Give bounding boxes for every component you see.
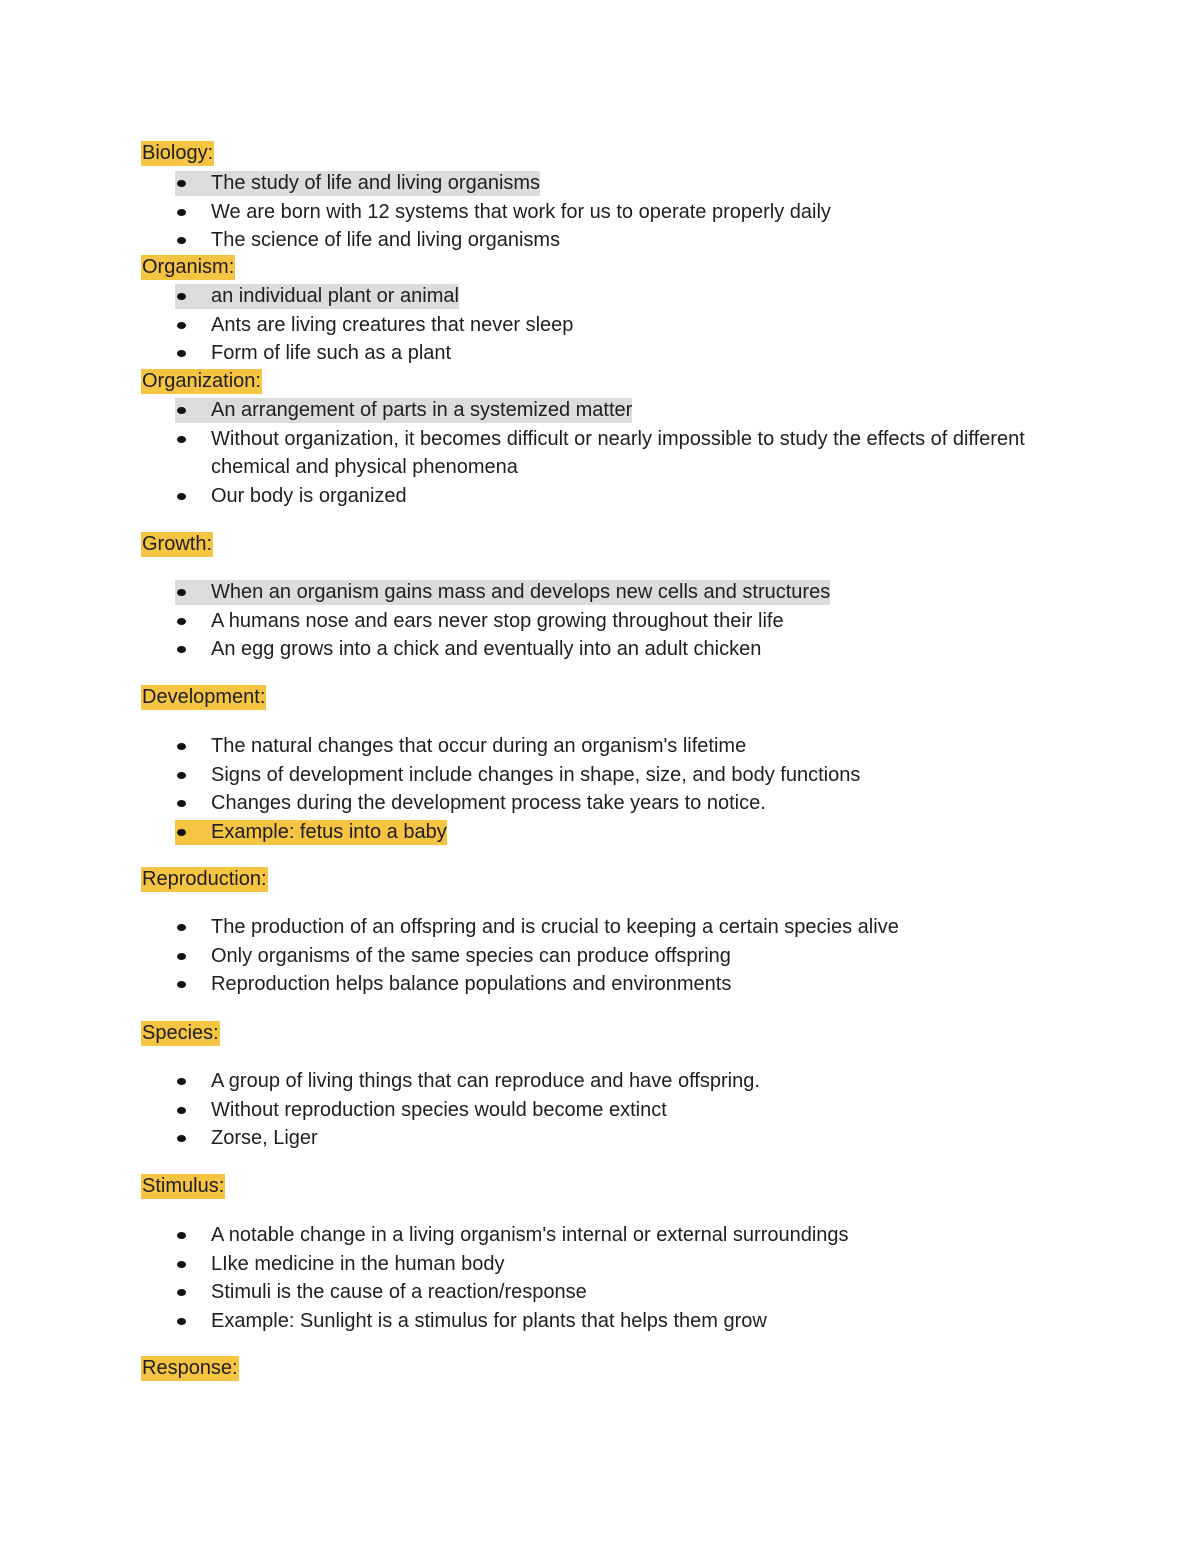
bullet-icon — [177, 1318, 186, 1325]
term-heading: Reproduction: — [142, 868, 267, 890]
term-heading: Development: — [142, 686, 266, 708]
list-item: We are born with 12 systems that work for us to operate properly daily — [0, 198, 1031, 227]
term-heading: Response: — [142, 1357, 238, 1379]
bullet-icon — [177, 180, 186, 187]
bullet-icon — [177, 493, 186, 500]
list-item: Changes during the development process take years to notice. — [0, 789, 1031, 818]
list-item: Example: Sunlight is a stimulus for plants that helps them grow — [0, 1307, 1031, 1336]
term-heading: Species: — [142, 1022, 219, 1044]
bullet-icon — [177, 209, 186, 216]
bullet-icon — [177, 800, 186, 807]
list-item: The study of life and living organisms — [0, 169, 1031, 198]
list-item: The natural changes that occur during an organism's lifetime — [0, 732, 1031, 761]
list-item: A humans nose and ears never stop growing throughout their life — [0, 607, 1031, 636]
term-heading: Biology: — [142, 142, 214, 164]
bullet-list — [0, 578, 1200, 664]
list-item: When an organism gains mass and develops new cells and structures — [0, 578, 1031, 607]
list-item: An egg grows into a chick and eventually into an adult chicken — [0, 635, 1031, 664]
bullet-list — [0, 913, 1200, 999]
term-heading: Growth: — [142, 533, 213, 555]
bullet-icon — [177, 772, 186, 779]
list-item: Without reproduction species would become extinct — [0, 1096, 1031, 1125]
list-item: Only organisms of the same species can produce offspring — [0, 942, 1031, 971]
bullet-icon — [177, 1289, 186, 1296]
term-heading: Organism: — [142, 256, 235, 278]
bullet-icon — [177, 237, 186, 244]
bullet-list — [0, 732, 1200, 846]
list-item: The production of an offspring and is crucial to keeping a certain species alive — [0, 913, 1031, 942]
list-item: Zorse, Liger — [0, 1124, 1031, 1153]
bullet-icon — [177, 407, 186, 414]
bullet-icon — [177, 350, 186, 357]
bullet-icon — [177, 1261, 186, 1268]
list-item: The science of life and living organisms — [0, 226, 1031, 255]
bullet-icon — [177, 924, 186, 931]
list-item: Without organization, it becomes difficult or nearly impossible to study the effects of different chemical and physical phenomena — [0, 425, 1031, 482]
bullet-icon — [177, 1135, 186, 1142]
list-item: A group of living things that can reproduce and have offspring. — [0, 1067, 1031, 1096]
bullet-icon — [177, 743, 186, 750]
bullet-list — [0, 1067, 1200, 1153]
bullet-icon — [177, 322, 186, 329]
list-item: Signs of development include changes in shape, size, and body functions — [0, 761, 1031, 790]
list-item: Stimuli is the cause of a reaction/response — [0, 1278, 1031, 1307]
list-item: an individual plant or animal — [0, 282, 1031, 311]
bullet-icon — [177, 589, 186, 596]
bullet-icon — [177, 293, 186, 300]
list-item: Form of life such as a plant — [0, 339, 1031, 368]
bullet-list — [0, 169, 1200, 255]
list-item: LIke medicine in the human body — [0, 1250, 1031, 1279]
bullet-icon — [177, 829, 186, 836]
list-item: Reproduction helps balance populations and environments — [0, 970, 1031, 999]
bullet-list — [0, 396, 1200, 510]
term-heading: Stimulus: — [142, 1175, 225, 1197]
list-item: Example: fetus into a baby — [0, 818, 1031, 847]
bullet-list — [0, 282, 1200, 368]
bullet-icon — [177, 981, 186, 988]
bullet-icon — [177, 1107, 186, 1114]
bullet-icon — [177, 618, 186, 625]
list-item: A notable change in a living organism's internal or external surroundings — [0, 1221, 1031, 1250]
bullet-icon — [177, 1078, 186, 1085]
bullet-icon — [177, 1232, 186, 1239]
term-heading: Organization: — [142, 370, 261, 392]
bullet-list — [0, 1221, 1200, 1335]
bullet-icon — [177, 436, 186, 443]
bullet-icon — [177, 646, 186, 653]
list-item: An arrangement of parts in a systemized matter — [0, 396, 1031, 425]
list-item: Ants are living creatures that never sleep — [0, 311, 1031, 340]
bullet-icon — [177, 953, 186, 960]
list-item: Our body is organized — [0, 482, 1031, 511]
